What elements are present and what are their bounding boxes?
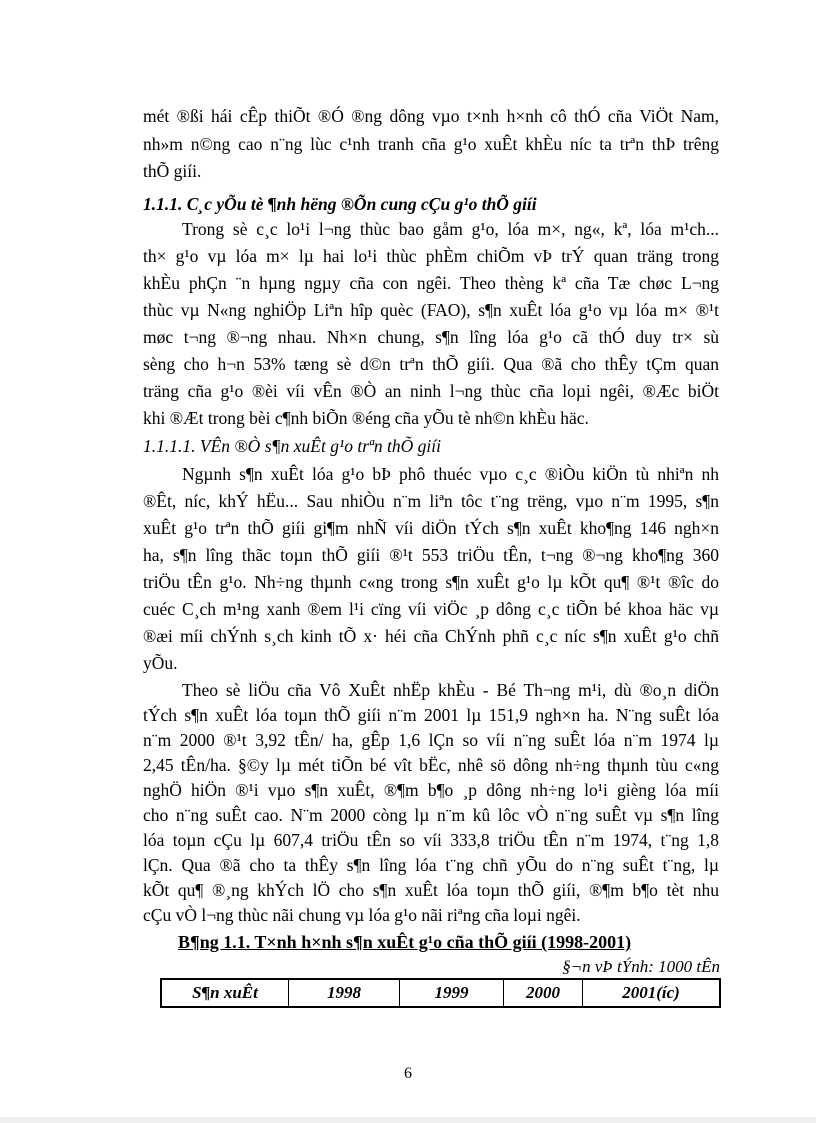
paragraph-line: cho n¨ng suÊt cao. N¨m 2000 còng lµ n¨m kû lôc vÒ n¨ng suÊt vµ s¶n lîng	[143, 805, 719, 825]
paragraph-line: Ngµnh s¶n xuÊt lóa g¹o bÞ phô thuéc vµo c¸c ®iÒu kiÖn tù nhiªn nh	[182, 464, 719, 484]
paragraph-line: ®Êt, níc, khÝ hËu... Sau nhiÒu n¨m liªn tôc t¨ng trëng, vµo n¨m 1995, s¶n	[143, 491, 719, 511]
header-cell-2001: 2001(íc)	[583, 979, 721, 1007]
paragraph-line: lÇn. Qua ®ã cho ta thÊy s¶n lîng lóa t¨ng chñ yÕu do n¨ng suÊt t¨ng, lµ	[143, 855, 719, 875]
section-heading: 1.1.1. C¸c yÕu tè ¶nh hëng ®Õn cung cÇu g¹o thÕ giíi	[143, 194, 537, 214]
subsection-heading: 1.1.1.1. VÊn ®Ò s¶n xuÊt g¹o trªn thÕ giíi	[143, 436, 441, 456]
paragraph-line: thÕ giíi.	[143, 161, 202, 181]
paragraph-line: yÕu.	[143, 653, 178, 673]
header-cell-1999: 1999	[400, 979, 504, 1007]
paragraph-line: Trong sè c¸c lo¹i l¬ng thùc bao gåm g¹o, lóa m×, ng«, kª, lóa m¹ch...	[182, 219, 719, 239]
production-table	[160, 978, 721, 1008]
paragraph-line: n¨m 2000 ®¹t 3,92 tÊn/ ha, gÊp 1,6 lÇn so víi n¨ng suÊt lóa n¨m 1974 lµ	[143, 730, 719, 750]
paragraph-line: Theo sè liÖu cña Vô XuÊt nhËp khÈu - Bé Th¬ng m¹i, dù ®o¸n diÖn	[182, 680, 719, 700]
table-title: B¶ng 1.1. T×nh h×nh s¶n xuÊt g¹o cña thÕ giíi (1998-2001)	[178, 932, 632, 952]
paragraph-line: ®æi míi chÝnh s¸ch kinh tÕ x· héi cña ChÝnh phñ c¸c níc s¶n xuÊt g¹o chñ	[143, 626, 719, 646]
paragraph-line: ha, s¶n lîng thãc toµn thÕ giíi ®¹t 553 triÖu tÊn, t¬ng ®¬ng kho¶ng 360	[143, 545, 719, 565]
table-unit: §¬n vÞ tÝnh: 1000 tÊn	[562, 957, 720, 976]
paragraph-line: khÈu phÇn ¨n hµng ngµy cña con ngêi. Theo thèng kª cña Tæ chøc L¬ng	[143, 273, 719, 293]
paragraph-line: mét ®ßi hái cÊp thiÕt ®Ó ®ng dông vµo t×nh h×nh cô thÓ cña ViÖt Nam,	[143, 106, 719, 126]
header-cell-1998: 1998	[289, 979, 400, 1007]
paragraph-line: sèng cho h¬n 53% tæng sè d©n trªn thÕ giíi. Qua ®ã cho thÊy tÇm quan	[143, 354, 719, 374]
paragraph-line: khi ®Æt trong bèi c¶nh biÕn ®éng cña yÕu tè nh©n khÈu häc.	[143, 408, 589, 428]
page-bottom-edge	[0, 1117, 816, 1123]
paragraph-line: thùc vµ N«ng nghiÖp Liªn hîp quèc (FAO), s¶n xuÊt lóa g¹o vµ lóa m× ®¹t	[143, 300, 719, 320]
paragraph-line: cuéc C¸ch m¹ng xanh ®em l¹i cïng víi viÖc ¸p dông c¸c tiÕn bé khoa häc vµ	[143, 599, 719, 619]
table-header-row	[161, 979, 720, 1007]
paragraph-line: tÝch s¶n xuÊt lóa toµn thÕ giíi n¨m 2001 lµ 151,9 ngh×n ha. N¨ng suÊt lóa	[143, 705, 719, 725]
paragraph-line: 2,45 tÊn/ha. §©y lµ mét tiÕn bé vît bËc, nhê sö dông nh÷ng thµnh tùu c«ng	[143, 755, 719, 775]
paragraph-line: th× g¹o vµ lóa m× lµ hai lo¹i thùc phÈm chiÕm vÞ trÝ quan träng trong	[143, 246, 719, 266]
header-cell-2000: 2000	[504, 979, 583, 1007]
paragraph-line: triÖu tÊn g¹o. Nh÷ng thµnh c«ng trong s¶n xuÊt g¹o lµ kÕt qu¶ ®¹t ®îc do	[143, 572, 719, 592]
paragraph-line: cÇu vÒ l¬ng thùc nãi chung vµ lóa g¹o nãi riªng cña loµi ngêi.	[143, 905, 581, 925]
paragraph-line: møc t¬ng ®¬ng nhau. Nh×n chung, s¶n lîng lóa g¹o cã thÓ duy tr× sù	[143, 327, 719, 347]
header-cell-production: S¶n xuÊt	[161, 979, 289, 1007]
paragraph-line: xuÊt g¹o trªn thÕ giíi gi¶m nhÑ víi diÖn tÝch s¶n xuÊt kho¶ng 146 ngh×n	[143, 518, 719, 538]
paragraph-line: lóa toµn cÇu lµ 607,4 triÖu tÊn so víi 333,8 triÖu tÊn n¨m 1974, t¨ng 1,8	[143, 830, 719, 850]
paragraph-line: nh»m n©ng cao n¨ng lùc c¹nh tranh cña g¹o xuÊt khÈu níc ta trªn thÞ trêng	[143, 134, 719, 154]
paragraph-line: träng cña g¹o ®èi víi vÊn ®Ò an ninh l¬ng thùc cña loµi ngêi, ®Æc biÖt	[143, 381, 719, 401]
paragraph-line: kÕt qu¶ ®¸ng khÝch lÖ cho s¶n xuÊt lóa toµn thÕ giíi, ®¶m b¶o tèt nhu	[143, 880, 719, 900]
paragraph-line: nghÖ hiÖn ®¹i vµo s¶n xuÊt, ®¶m b¶o ¸p dông nh÷ng lo¹i gièng lóa míi	[143, 780, 719, 800]
page-number: 6	[404, 1065, 412, 1082]
